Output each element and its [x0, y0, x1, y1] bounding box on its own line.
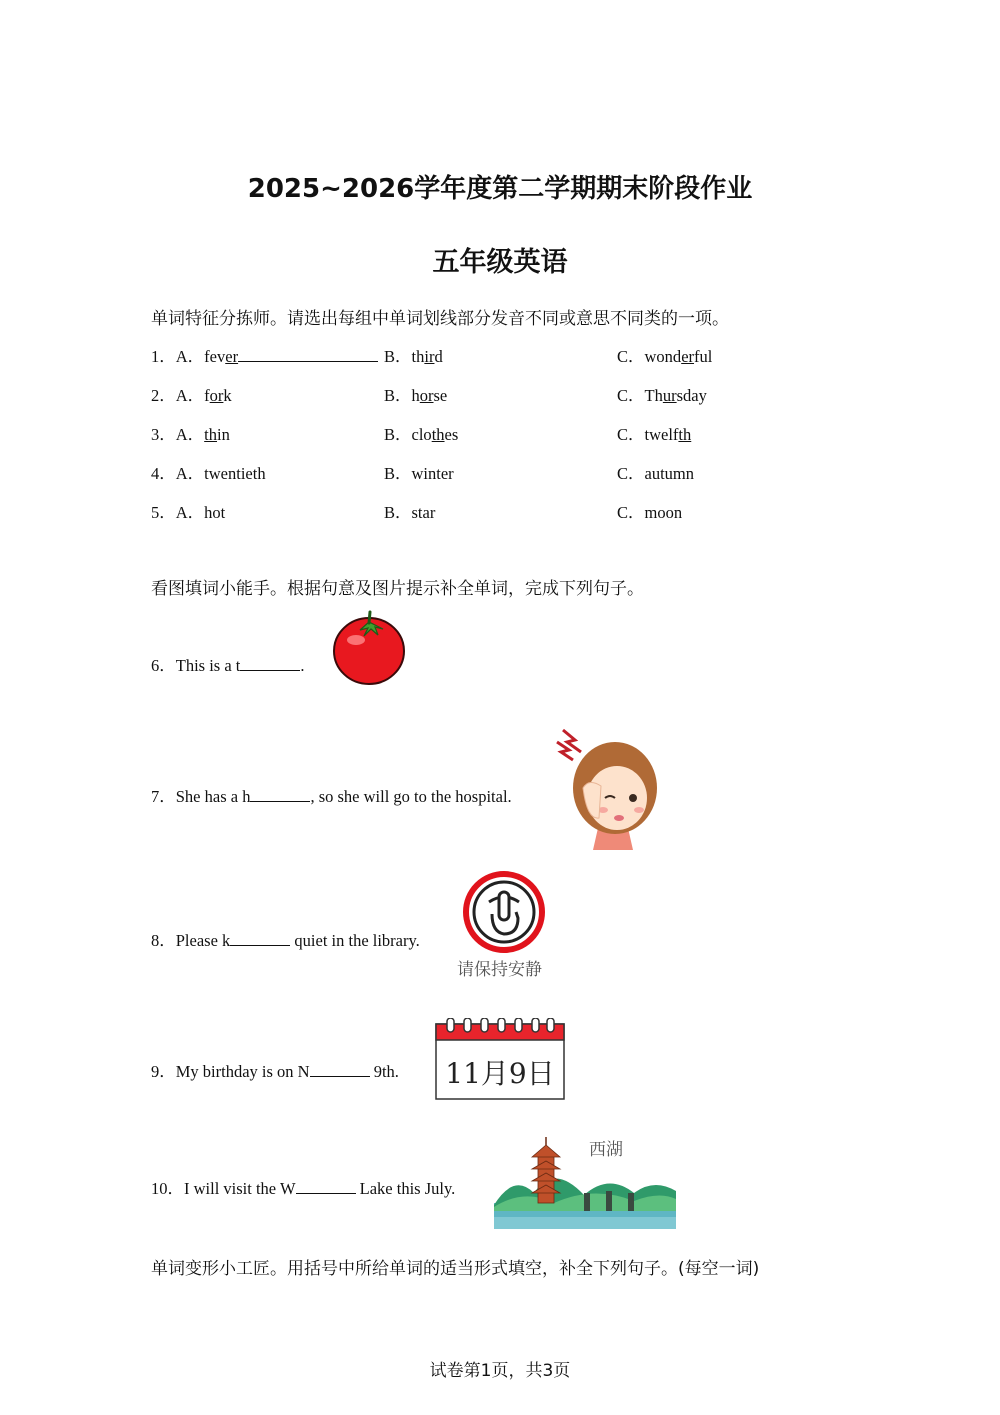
- word-part: k: [223, 386, 232, 405]
- calendar-date: 11月9日: [445, 1057, 555, 1090]
- word-part: th: [411, 347, 425, 366]
- quiet-sign-icon: [462, 870, 546, 954]
- word-part: f: [204, 386, 210, 405]
- option-label: B．: [384, 347, 412, 366]
- sentence-part: .: [300, 656, 305, 675]
- q8-sentence: [151, 927, 420, 951]
- q9-number: 9．: [151, 1062, 176, 1081]
- page-title: 2025~2026学年度第二学期期末阶段作业: [247, 174, 753, 204]
- tomato-icon: [330, 608, 408, 688]
- word-part: winter: [411, 464, 454, 483]
- word-part: twelf: [644, 425, 679, 444]
- option-label: A．: [175, 503, 205, 522]
- underlined-part: or: [419, 386, 434, 405]
- word-part: ful: [694, 347, 713, 366]
- quiet-sign-caption: 请保持安静: [457, 960, 542, 980]
- word-part: Th: [644, 386, 663, 405]
- q2-option-a: [151, 382, 232, 406]
- section3-instruction: 单词变形小工匠。用括号中所给单词的适当形式填空，补全下列句子。(每空一词): [151, 1259, 760, 1279]
- word-part: es: [444, 425, 459, 444]
- underlined-part: er: [681, 347, 695, 366]
- option-label: B．: [384, 425, 412, 444]
- option-label: C．: [617, 464, 645, 483]
- q4-option-c: [617, 460, 694, 484]
- word-part: in: [217, 425, 230, 444]
- option-label: A．: [175, 464, 205, 483]
- q3-option-a: [151, 421, 230, 445]
- headache-girl-icon: [553, 728, 663, 852]
- answer-blank: [296, 1179, 356, 1194]
- word-part: clo: [411, 425, 432, 444]
- q3-option-b: [384, 421, 458, 445]
- lake-caption: 西湖: [589, 1140, 623, 1160]
- page-subtitle: 五年级英语: [432, 247, 568, 278]
- word-part: d: [434, 347, 443, 366]
- q4-number: 4．: [151, 464, 176, 483]
- word-part: hot: [204, 503, 226, 522]
- option-label: C．: [617, 425, 645, 444]
- underlined-part: ir: [424, 347, 435, 366]
- q7-number: 7．: [151, 787, 176, 806]
- q9-sentence: [151, 1058, 399, 1082]
- underlined-part: ur: [662, 386, 677, 405]
- q3-number: 3．: [151, 425, 176, 444]
- option-label: C．: [617, 503, 645, 522]
- q5-option-c: [617, 499, 682, 523]
- sentence-part: quiet in the library.: [290, 931, 420, 950]
- option-label: B．: [384, 464, 412, 483]
- sentence-part: My birthday is on N: [175, 1062, 310, 1081]
- section2-instruction: 看图填词小能手。根据句意及图片提示补全单词，完成下列句子。: [151, 579, 644, 599]
- q1-number: 1．: [151, 347, 176, 366]
- word-part: twentieth: [204, 464, 266, 483]
- word-part: h: [411, 386, 420, 405]
- q10-number: 10．: [151, 1179, 184, 1198]
- underlined-part: or: [209, 386, 224, 405]
- sentence-part: Lake this July.: [355, 1179, 456, 1198]
- q1-option-a: [151, 343, 378, 367]
- option-label: C．: [617, 347, 645, 366]
- answer-blank: [310, 1062, 370, 1077]
- q6-number: 6．: [151, 656, 176, 675]
- option-label: A．: [175, 425, 205, 444]
- word-part: star: [411, 503, 436, 522]
- sentence-part: 9th.: [369, 1062, 399, 1081]
- calendar-icon: [435, 1018, 565, 1100]
- option-label: C．: [617, 386, 645, 405]
- option-label: A．: [175, 386, 205, 405]
- answer-blank: [230, 931, 290, 946]
- west-lake-icon: [494, 1133, 676, 1229]
- q7-sentence: [151, 783, 512, 807]
- answer-blank: [240, 656, 300, 671]
- word-part: moon: [644, 503, 683, 522]
- sentence-part: She has a h: [175, 787, 251, 806]
- q2-number: 2．: [151, 386, 176, 405]
- answer-line: [238, 347, 378, 362]
- option-label: B．: [384, 386, 412, 405]
- answer-blank: [250, 787, 310, 802]
- q5-option-a: [151, 499, 225, 523]
- option-label: A．: [175, 347, 205, 366]
- underlined-part: th: [431, 425, 445, 444]
- word-part: autumn: [644, 464, 695, 483]
- section1-instruction: 单词特征分拣师。请选出每组中单词划线部分发音不同或意思不同类的一项。: [151, 309, 729, 329]
- sentence-part: This is a t: [175, 656, 241, 675]
- q3-option-c: [617, 421, 691, 445]
- option-label: B．: [384, 503, 412, 522]
- page-footer: 试卷第1页，共3页: [429, 1361, 571, 1381]
- q2-option-b: [384, 382, 447, 406]
- underlined-part: th: [678, 425, 692, 444]
- word-part: sday: [676, 386, 707, 405]
- sentence-part: I will visit the W: [184, 1179, 296, 1198]
- underlined-part: er: [225, 347, 239, 366]
- q4-option-a: [151, 460, 266, 484]
- q6-sentence: [151, 652, 305, 676]
- word-part: fev: [204, 347, 226, 366]
- q10-sentence: [151, 1175, 455, 1199]
- sentence-part: Please k: [175, 931, 231, 950]
- q2-option-c: [617, 382, 707, 406]
- q5-number: 5．: [151, 503, 176, 522]
- word-part: wond: [644, 347, 682, 366]
- q4-option-b: [384, 460, 454, 484]
- q5-option-b: [384, 499, 435, 523]
- sentence-part: , so she will go to the hospital.: [310, 787, 512, 806]
- q8-number: 8．: [151, 931, 176, 950]
- word-part: se: [433, 386, 448, 405]
- q1-option-c: [617, 343, 712, 367]
- underlined-part: th: [204, 425, 218, 444]
- q1-option-b: [384, 343, 443, 367]
